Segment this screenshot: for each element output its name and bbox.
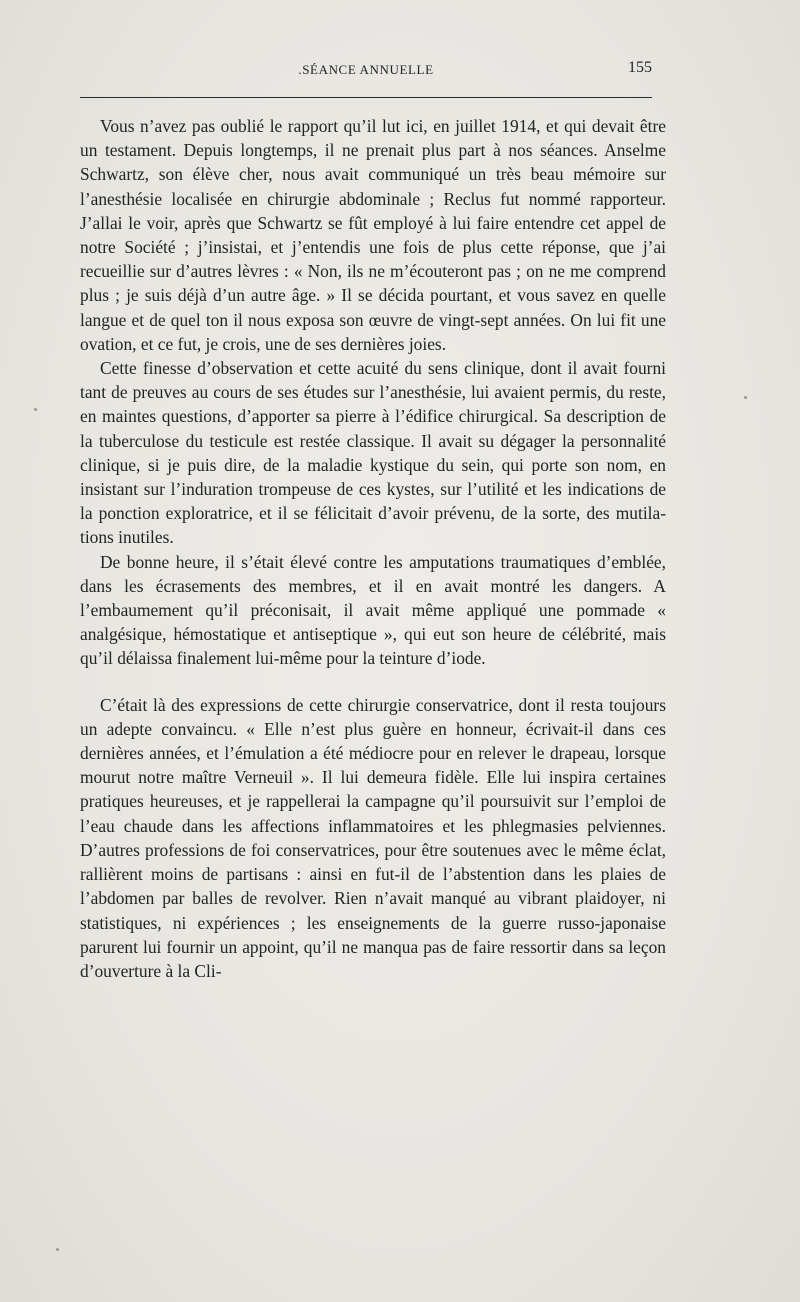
header-rule bbox=[80, 97, 652, 98]
paper-speck bbox=[56, 1248, 59, 1251]
paper-speck bbox=[34, 408, 37, 411]
page-header bbox=[80, 58, 652, 84]
paper-speck bbox=[744, 396, 747, 399]
page-number: 155 bbox=[628, 59, 652, 76]
running-head: .SÉANCE ANNUELLE bbox=[298, 62, 434, 77]
paragraph-2: Cette finesse d’observation et cette acuité du sens clinique, dont il avait fourni tant de preuves au cours de ses études sur l’anesthésie, lui avaient permis, du reste, en maintes questions, d’apporter sa pierre à l’édifice chirurgical. Sa description de la tuberculose du testicule est restée classique. Il avait su dégager la personnalité clinique, si je puis dire, de la maladie kystique du sein, qui porte son nom, en insistant sur l’induration trompeuse de ces kystes, sur l’utilité et les indications de la ponction exploratrice, et il se félicitait d’avoir prévenu, de la sorte, des mutilations inutiles. bbox=[80, 358, 666, 548]
paragraph-4: C’était là des expressions de cette chirurgie conservatrice, dont il resta toujours un adepte convaincu. « Elle n’est plus guère en honneur, écrivait-il dans ces dernières années, et l’émulation a été médiocre pour en relever le drapeau, lorsque mourut notre maître Verneuil ». Il lui demeura fidèle. Elle lui inspira certaines pratiques heureuses, et je rappellerai la campagne qu’il poursuivit sur l’emploi de l’eau chaude dans les affections inflammatoires et les phlegmasies pelviennes. D’autres professions de foi conservatrices, pour être soutenues avec le même éclat, rallièrent moins de partisans : ainsi en fut-il de l’abstention dans les plaies de l’abdomen par balles de revolver. Rien n’avait manqué au vibrant plaidoyer, ni statistiques, ni expériences ; les enseignements de la guerre russo-japonaise parurent lui fournir un appoint, qu’il ne manqua pas de faire ressortir dans sa leçon d’ouverture à la Cli- bbox=[80, 694, 666, 981]
paragraph-3: De bonne heure, il s’était élevé contre les amputations traumatiques d’emblée, dans les écrasements des membres, et il en avait montré les dangers. A l’embaumement qu’il préconisait, il avait même appliqué une pommade « analgésique, hémostatique et antiseptique », qui eut son heure de célébrité, mais qu’il délaissa finalement lui-même pour la teinture d’iode. bbox=[80, 551, 666, 669]
paragraph-1: Vous n’avez pas oublié le rapport qu’il lut ici, en juillet 1914, et qui devait être un testament. Depuis longtemps, il ne prenait plus part à nos séances. Anselme Schwartz, son élève cher, nous avait communiqué un très beau mémoire sur l’anesthésie localisée en chirurgie abdominale ; Reclus fut nommé rapporteur. J’allai le voir, après que Schwartz se fût employé à lui faire entendre cet appel de notre Société ; j’insistai, et j’entendis une fois de plus cette réponse, que j’ai recueillie sur d’autres lèvres : « Non, ils ne m’écouteront pas ; on ne me comprend plus ; je suis déjà d’un autre âge. » Il se décida pourtant, et vous savez en quelle langue et de quel ton il nous exposa son œuvre de vingt-sept années. On lui fit une ovation, et ce fut, je crois, une de ses dernières joies. bbox=[80, 116, 666, 354]
body-text bbox=[80, 114, 666, 983]
